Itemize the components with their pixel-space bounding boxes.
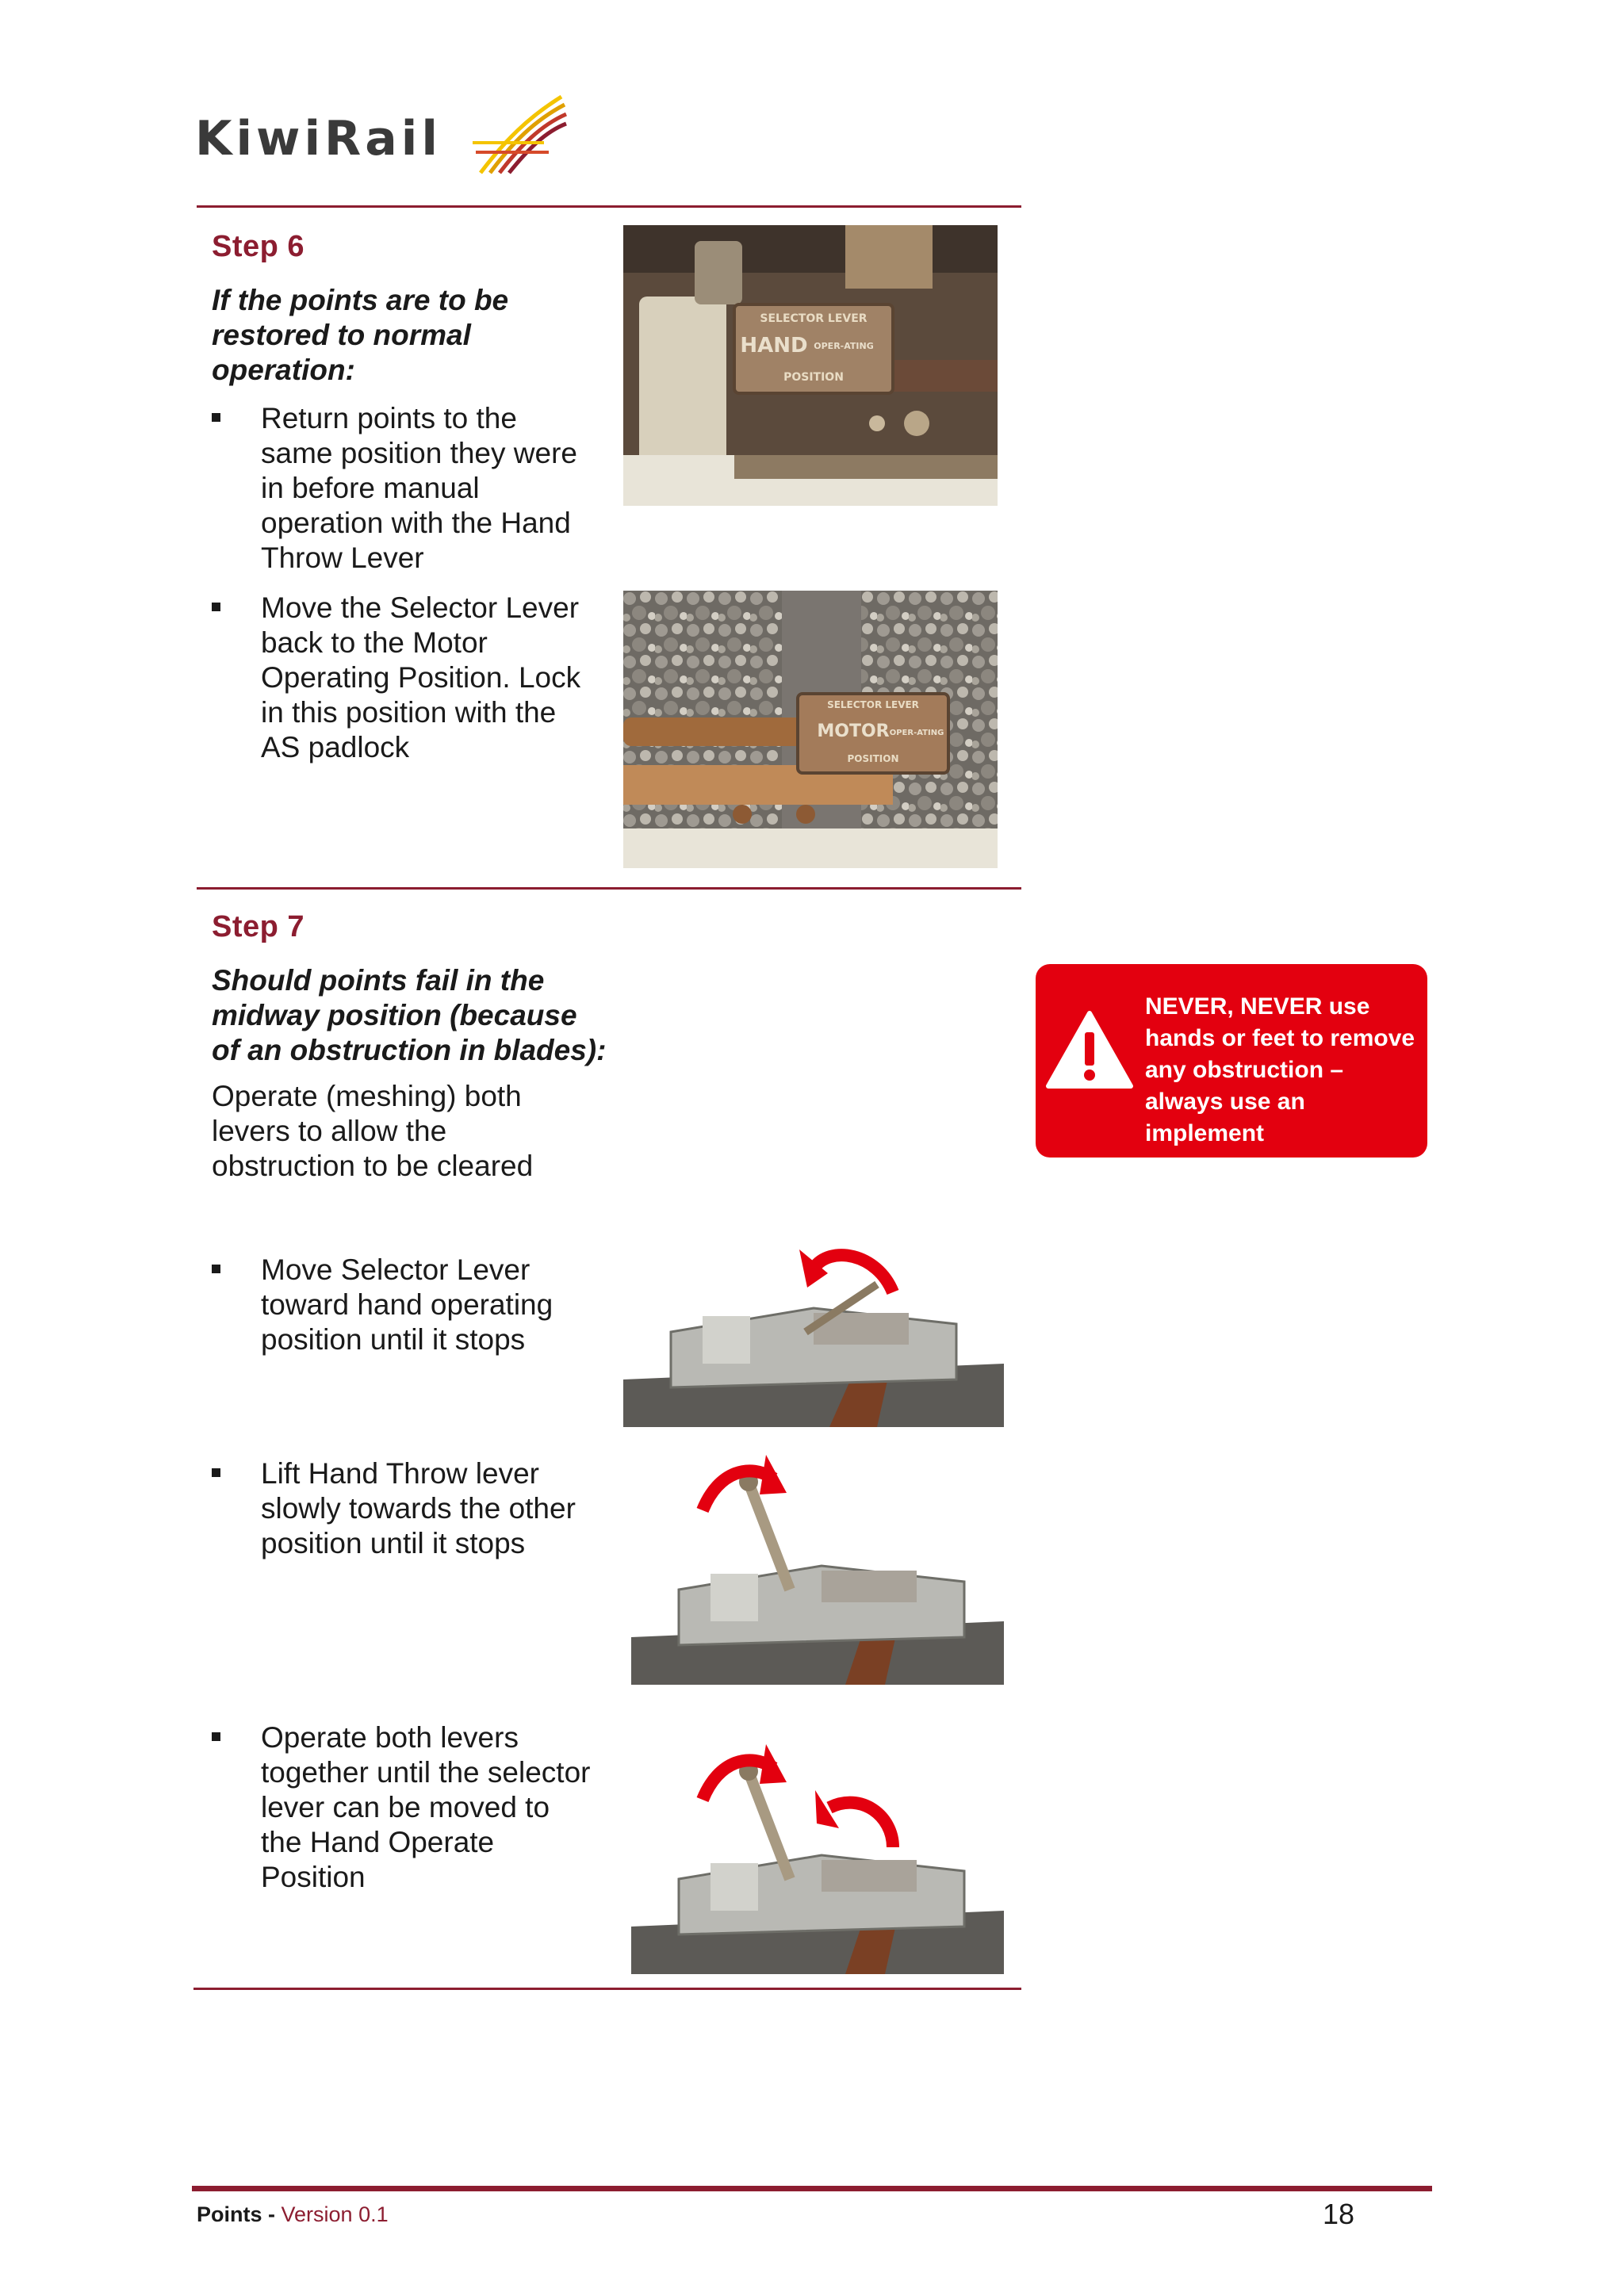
- step-7-lead: Should points fail in the midway position (because of an obstruction in blades):: [212, 964, 607, 1066]
- plate-line-3: OPER-ATING: [889, 729, 944, 737]
- bullet-text: Operate both levers together until the selector lever can be moved to the Hand Operate Position: [261, 1721, 591, 1893]
- bullet-text: Return points to the same position they were in before manual operation with the Hand Throw Lever: [261, 402, 577, 574]
- footer-doc-title: Points -: [197, 2202, 275, 2226]
- selector-lever-illustration: [623, 1237, 1004, 1427]
- bullet-icon: [212, 603, 220, 611]
- divider: [193, 1988, 1021, 1990]
- bullet-icon: [212, 1732, 220, 1741]
- both-levers-illustration: [631, 1720, 1004, 1974]
- step-6-heading: Step 6: [212, 230, 305, 263]
- plate-line-2: HAND: [740, 334, 808, 358]
- bullet-text: Move the Selector Lever back to the Motor Operating Position. Lock in this position with the AS padlock: [261, 591, 581, 763]
- plate-line-4: POSITION: [847, 753, 899, 764]
- selector-lever-motor-photo: [623, 591, 998, 868]
- warning-text: NEVER, NEVER use hands or feet to remove any obstruction – always use an implement: [1145, 993, 1415, 1146]
- bullet-text: Lift Hand Throw lever slowly towards the other position until it stops: [261, 1457, 576, 1559]
- plate-line-2: MOTOR: [817, 721, 890, 741]
- bullet-icon: [212, 1265, 220, 1273]
- footer-doc-info: [197, 2202, 389, 2227]
- step-6-lead: If the points are to be restored to normal operation:: [212, 284, 509, 386]
- bullet-text: Move Selector Lever toward hand operating position until it stops: [261, 1253, 553, 1356]
- footer-version: Version 0.1: [281, 2202, 389, 2226]
- bullet-icon: [212, 1468, 220, 1477]
- bullet-icon: [212, 413, 220, 422]
- step-7-intro: Operate (meshing) both levers to allow the obstruction to be cleared: [212, 1080, 534, 1182]
- divider: [197, 205, 1021, 208]
- plate-line-1: SELECTOR LEVER: [760, 312, 868, 325]
- page-number: 18: [1323, 2198, 1355, 2230]
- step-6-section: [212, 230, 608, 388]
- selector-lever-hand-photo: [623, 225, 998, 506]
- plate-line-1: SELECTOR LEVER: [827, 699, 919, 710]
- rail-swoosh-icon: [473, 94, 568, 174]
- step-7-section: [212, 910, 608, 1184]
- divider: [197, 887, 1021, 890]
- logo-text: KiwiRail: [195, 111, 442, 166]
- kiwirail-logo: [195, 94, 568, 181]
- step-7-heading: Step 7: [212, 910, 305, 943]
- footer-divider: [192, 2186, 1432, 2191]
- arrow-icon: [760, 1744, 787, 1784]
- hand-throw-lever-illustration: [631, 1439, 1004, 1685]
- plate-line-4: POSITION: [783, 371, 844, 384]
- plate-line-3: OPER-ATING: [814, 341, 874, 351]
- arrow-icon: [760, 1455, 787, 1494]
- warning-callout: [1036, 964, 1427, 1158]
- warning-triangle-icon: [1045, 1010, 1134, 1089]
